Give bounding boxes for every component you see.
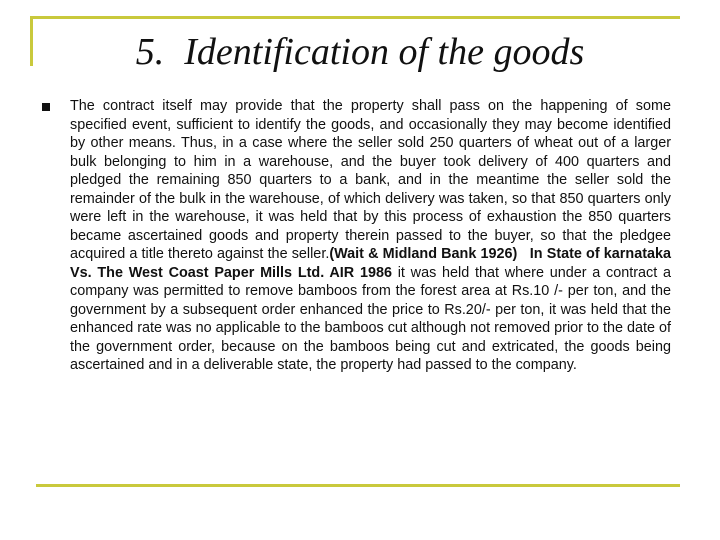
case-citation-wait: (Wait & Midland Bank 1926) [329, 246, 518, 262]
bottom-decorative-line [36, 484, 680, 487]
paragraph-part-1: The contract itself may provide that the property shall pass on the happening of some specified event, sufficient to identify the goods, and occasionally they may become identified by other means. Thus, in a case where the seller sold 250 quarters of wheat out of a larger bulk belonging to him in a warehouse, and the buyer took delivery of 400 quarters and pledged the remaining 850 quarters to a bank, and in the meantime the seller sold the remainder of the bulk in the warehouse, of which delivery was taken, so that 850 quarters only were left in the warehouse, it was held that by this process of exhaustion the 850 quarters became ascertained goods and property therein passed to the buyer, so that the pledgee acquired a title thereto against the seller. [70, 98, 671, 262]
bullet-square-icon [42, 103, 50, 111]
slide-title [0, 26, 720, 78]
top-decorative-line [30, 16, 680, 19]
title-number: 5. [135, 31, 165, 73]
paragraph-part-2: it was held that where under a contract a company was permitted to remove bamboos from the forest area at Rs.10 /- per ton, and the government by a subsequent order enhanced the price to Rs.20/- per ton, it was held that the enhanced rate was no applicable to the bamboos cut although not removed prior to the date of the government order, because on the bamboos being cut and extricated, the goods being ascertained and in a deliverable state, the property had passed to the company. [70, 264, 671, 373]
case-citation-karnataka: In State of karnataka Vs. The West Coast Paper Mills Ltd. AIR 1986 [70, 246, 671, 281]
body-paragraph [70, 97, 671, 375]
title-text: Identification of the goods [184, 31, 585, 73]
